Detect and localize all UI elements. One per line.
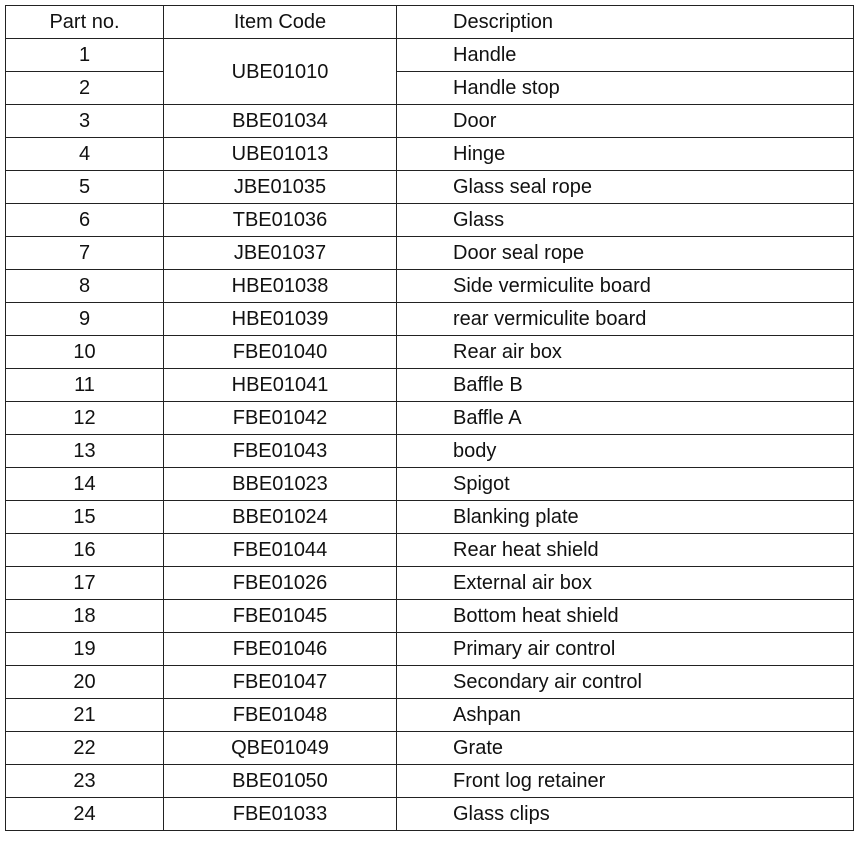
part-no-cell: 9 [6,303,164,336]
header-description: Description [397,6,854,39]
part-no-cell: 24 [6,798,164,831]
table-row [6,204,854,237]
table-row [6,666,854,699]
part-no-cell: 23 [6,765,164,798]
table-row [6,105,854,138]
part-no-cell: 6 [6,204,164,237]
item-code-cell: FBE01043 [164,435,397,468]
description-cell: body [397,435,854,468]
description-cell: Side vermiculite board [397,270,854,303]
description-cell: Handle [397,39,854,72]
description-cell: Bottom heat shield [397,600,854,633]
table-row [6,270,854,303]
description-cell: Glass [397,204,854,237]
table-row [6,699,854,732]
item-code-cell: FBE01044 [164,534,397,567]
table-row [6,501,854,534]
part-no-cell: 7 [6,237,164,270]
item-code-cell: JBE01037 [164,237,397,270]
table-row [6,798,854,831]
description-cell: Hinge [397,138,854,171]
description-cell: Handle stop [397,72,854,105]
item-code-cell: HBE01041 [164,369,397,402]
item-code-cell: UBE01013 [164,138,397,171]
part-no-cell: 4 [6,138,164,171]
part-no-cell: 12 [6,402,164,435]
part-no-cell: 21 [6,699,164,732]
item-code-cell: FBE01033 [164,798,397,831]
header-item-code: Item Code [164,6,397,39]
part-no-cell: 8 [6,270,164,303]
table-row [6,732,854,765]
description-cell: Glass clips [397,798,854,831]
table-row [6,171,854,204]
table-row [6,402,854,435]
part-no-cell: 13 [6,435,164,468]
part-no-cell: 10 [6,336,164,369]
item-code-cell: JBE01035 [164,171,397,204]
item-code-cell: FBE01046 [164,633,397,666]
description-cell: Spigot [397,468,854,501]
table-row [6,435,854,468]
item-code-cell: HBE01039 [164,303,397,336]
part-no-cell: 16 [6,534,164,567]
table-row [6,336,854,369]
table-row [6,72,854,105]
description-cell: Rear air box [397,336,854,369]
description-cell: Baffle A [397,402,854,435]
item-code-cell: BBE01034 [164,105,397,138]
item-code-cell: FBE01047 [164,666,397,699]
description-cell: External air box [397,567,854,600]
description-cell: Ashpan [397,699,854,732]
table-row [6,303,854,336]
item-code-cell: FBE01042 [164,402,397,435]
part-no-cell: 22 [6,732,164,765]
table-row [6,369,854,402]
table-row [6,633,854,666]
table-row [6,765,854,798]
description-cell: Rear heat shield [397,534,854,567]
item-code-cell: FBE01040 [164,336,397,369]
part-no-cell: 2 [6,72,164,105]
description-cell: Secondary air control [397,666,854,699]
part-no-cell: 5 [6,171,164,204]
table-row [6,600,854,633]
header-row [6,6,854,39]
item-code-cell: QBE01049 [164,732,397,765]
item-code-cell: BBE01050 [164,765,397,798]
part-no-cell: 1 [6,39,164,72]
item-code-cell: FBE01026 [164,567,397,600]
description-cell: Door [397,105,854,138]
item-code-cell: BBE01024 [164,501,397,534]
description-cell: Baffle B [397,369,854,402]
part-no-cell: 20 [6,666,164,699]
description-cell: rear vermiculite board [397,303,854,336]
table-row [6,39,854,72]
part-no-cell: 19 [6,633,164,666]
part-no-cell: 17 [6,567,164,600]
description-cell: Front log retainer [397,765,854,798]
description-cell: Grate [397,732,854,765]
part-no-cell: 11 [6,369,164,402]
table-row [6,237,854,270]
item-code-cell: BBE01023 [164,468,397,501]
item-code-cell: FBE01045 [164,600,397,633]
item-code-cell: UBE01010 [164,39,397,105]
table-row [6,567,854,600]
part-no-cell: 3 [6,105,164,138]
parts-table [5,5,854,831]
table-row [6,534,854,567]
part-no-cell: 14 [6,468,164,501]
table-body [6,39,854,831]
description-cell: Door seal rope [397,237,854,270]
description-cell: Glass seal rope [397,171,854,204]
description-cell: Blanking plate [397,501,854,534]
table-row [6,138,854,171]
item-code-cell: HBE01038 [164,270,397,303]
table-header [6,6,854,39]
item-code-cell: TBE01036 [164,204,397,237]
item-code-cell: FBE01048 [164,699,397,732]
part-no-cell: 18 [6,600,164,633]
part-no-cell: 15 [6,501,164,534]
header-part-no: Part no. [6,6,164,39]
description-cell: Primary air control [397,633,854,666]
table-row [6,468,854,501]
